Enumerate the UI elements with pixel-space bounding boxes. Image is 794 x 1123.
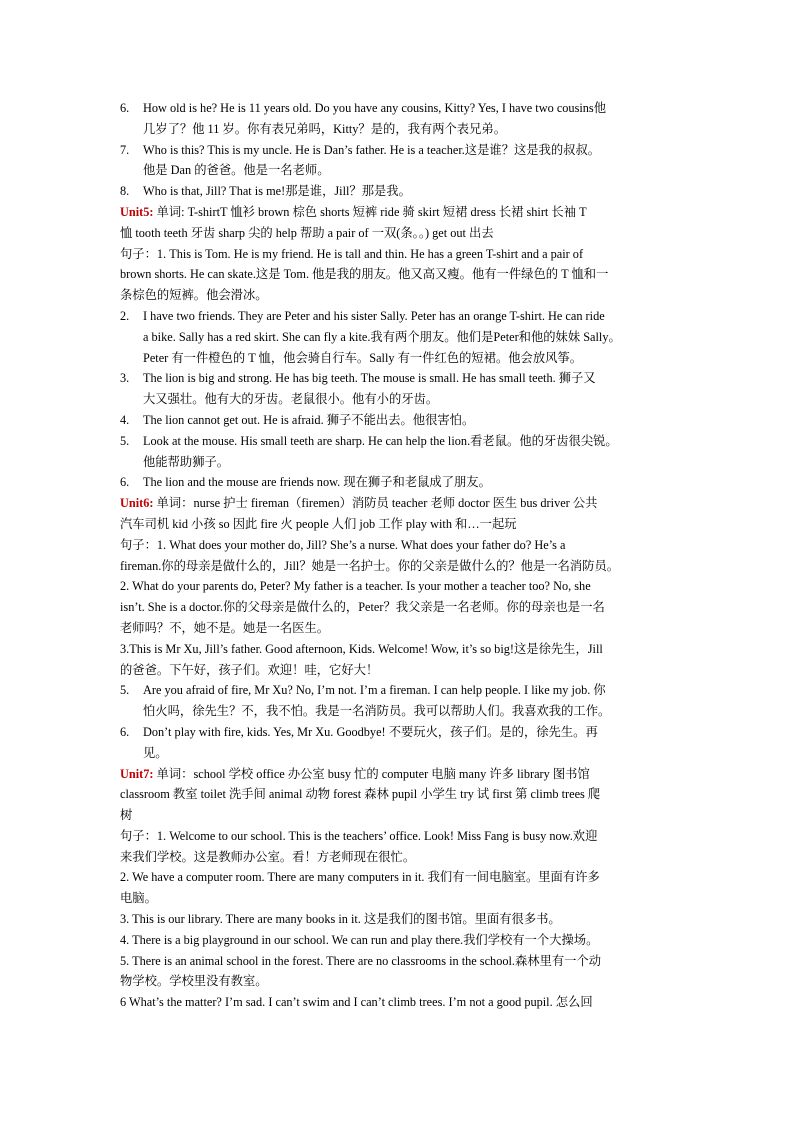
unit6-sentence-2-line-2: isn’t. She is a doctor.你的父母亲是做什么的，Peter？我父亲是一名老师。你的母亲也是一名 bbox=[120, 600, 605, 615]
unit5-sentence-1-line-1: 句子：1. This is Tom. He is my friend. He is tall and thin. He has a green T-shirt and a pair of bbox=[120, 246, 584, 261]
unit5-sentence-4-line-1 bbox=[120, 410, 674, 431]
unit5-sentence-5-line-2: 他能帮助狮子。 bbox=[143, 454, 230, 469]
unit5-sentence-2-line-1 bbox=[120, 306, 674, 327]
item-number: 6. bbox=[120, 475, 130, 490]
unit7-sentence-1-line-2: 来我们学校。这是教师办公室。看！方老师现在很忙。 bbox=[120, 849, 416, 864]
sentence-text: The lion is big and strong. He has big teeth. The mouse is small. He has small teeth. 狮子又 bbox=[143, 371, 596, 386]
unit6-sentence-1-line-2: fireman.你的母亲是做什么的，Jill？她是一名护士。你的父亲是做什么的？他是一名消防员。 bbox=[120, 558, 620, 573]
vocabulary-text: 单词: T-shirtT 恤衫 brown 棕色 shorts 短裤 ride 骑 skirt 短裙 dress 长裙 shirt 长袖 T bbox=[153, 204, 587, 219]
item-number: 6. bbox=[120, 724, 130, 739]
unit6-sentence-2-line-3: 老师吗？不，她不是。她是一名医生。 bbox=[120, 620, 330, 635]
unit7-vocabulary-line-1 bbox=[120, 764, 674, 785]
item-number: 6. bbox=[120, 101, 130, 115]
unit7-heading: Unit7: bbox=[120, 766, 154, 781]
unit5-heading: Unit5: bbox=[120, 204, 154, 219]
unit5-sentence-1-line-3: 条棕色的短裤。他会滑冰。 bbox=[120, 288, 268, 303]
unit4-sentence-8-line-1 bbox=[120, 181, 674, 202]
page-content bbox=[120, 98, 674, 1013]
unit7-sentence-5-line-1: 5. There is an animal school in the forest. There are no classrooms in the school.森林里有一个动 bbox=[120, 953, 602, 968]
sentence-text: I have two friends. They are Peter and his sister Sally. Peter has an orange T-shirt. He can ride bbox=[143, 308, 605, 323]
item-number: 4. bbox=[120, 412, 130, 427]
unit6-sentence-5-line-2: 怕火吗，徐先生？不，我不怕。我是一名消防员。我可以帮助人们。我喜欢我的工作。 bbox=[143, 704, 611, 719]
unit5-sentence-3-line-1 bbox=[120, 368, 674, 389]
unit4-sentence-7-line-2: 他是 Dan 的爸爸。他是一名老师。 bbox=[143, 163, 330, 178]
item-number: 5. bbox=[120, 433, 130, 448]
sentence-text: Look at the mouse. His small teeth are sharp. He can help the lion.看老鼠。他的牙齿很尖锐。 bbox=[143, 433, 618, 448]
sentence-text: Don’t play with fire, kids. Yes, Mr Xu. Goodbye! 不要玩火，孩子们。是的，徐先生。再 bbox=[143, 724, 598, 739]
item-number: 3. bbox=[120, 371, 130, 386]
unit4-sentence-6-line-2: 几岁了？他 11 岁。你有表兄弟吗，Kitty？是的，我有两个表兄弟。 bbox=[143, 121, 506, 136]
item-number: 2. bbox=[120, 308, 130, 323]
unit5-sentence-2-line-2: a bike. Sally has a red skirt. She can fly a kite.我有两个朋友。他们是Peter和他的妹妹 Sally。 bbox=[143, 329, 621, 344]
unit6-vocabulary-line-2: 汽车司机 kid 小孩 so 因此 fire 火 people 人们 job 工作 play with 和…一起玩 bbox=[120, 516, 517, 531]
sentence-text: Who is that, Jill? That is me!那是谁，Jill？那是我。 bbox=[143, 184, 411, 199]
unit7-sentence-2-line-1: 2. We have a computer room. There are many computers in it. 我们有一间电脑室。里面有许多 bbox=[120, 870, 600, 885]
unit5-sentence-2-line-3: Peter 有一件橙色的 T 恤，他会骑自行车。Sally 有一件红色的短裙。他会放风筝。 bbox=[143, 350, 583, 365]
unit7-sentence-1-line-1: 句子：1. Welcome to our school. This is the teachers’ office. Look! Miss Fang is busy now.欢迎 bbox=[120, 828, 598, 843]
unit6-sentence-5-line-1 bbox=[120, 680, 674, 701]
unit5-sentence-1-line-2: brown shorts. He can skate.这是 Tom. 他是我的朋友。他又高又瘦。他有一件绿色的 T 恤和一 bbox=[120, 267, 609, 282]
vocabulary-text: 单词：school 学校 office 办公室 busy 忙的 computer 电脑 many 许多 library 图书馆 bbox=[153, 766, 590, 781]
sentence-text: How old is he? He is 11 years old. Do you have any cousins, Kitty? Yes, I have two cousins他 bbox=[143, 101, 607, 115]
unit4-sentence-6-line-1 bbox=[120, 98, 674, 119]
item-number: 5. bbox=[120, 683, 130, 698]
unit7-vocabulary-line-2: classroom 教室 toilet 洗手间 animal 动物 forest 森林 pupil 小学生 try 试 first 第 climb trees 爬 bbox=[120, 787, 601, 802]
sentence-text: Who is this? This is my uncle. He is Dan’s father. He is a teacher.这是谁？这是我的叔叔。 bbox=[143, 142, 601, 157]
sentence-text: The lion cannot get out. He is afraid. 狮子不能出去。他很害怕。 bbox=[143, 412, 475, 427]
item-number: 8. bbox=[120, 184, 130, 199]
unit5-sentence-6-line-1 bbox=[120, 472, 674, 493]
unit6-heading: Unit6: bbox=[120, 496, 154, 511]
unit6-sentence-6-line-1 bbox=[120, 722, 674, 743]
unit6-sentence-6-line-2: 见。 bbox=[143, 745, 168, 760]
sentence-text: The lion and the mouse are friends now. 现在狮子和老鼠成了朋友。 bbox=[143, 475, 491, 490]
unit5-vocabulary-line-1 bbox=[120, 202, 674, 223]
unit7-sentence-3-line-1: 3. This is our library. There are many books in it. 这是我们的图书馆。里面有很多书。 bbox=[120, 912, 561, 927]
unit7-sentence-5-line-2: 物学校。学校里没有教室。 bbox=[120, 974, 268, 989]
unit7-vocabulary-line-3: 树 bbox=[120, 808, 133, 823]
item-number: 7. bbox=[120, 142, 130, 157]
unit5-sentence-3-line-2: 大又强壮。他有大的牙齿。老鼠很小。他有小的牙齿。 bbox=[143, 392, 439, 407]
unit4-sentence-7-line-1 bbox=[120, 140, 674, 161]
unit7-sentence-6-line-1: 6 What’s the matter? I’m sad. I can’t swim and I can’t climb trees. I’m not a good pupil. 怎么回 bbox=[120, 995, 593, 1010]
unit6-sentence-2-line-1: 2. What do your parents do, Peter? My father is a teacher. Is your mother a teacher too? No, she bbox=[120, 579, 591, 594]
unit6-sentence-3-line-2: 的爸爸。下午好，孩子们。欢迎！哇，它好大！ bbox=[120, 662, 379, 677]
unit5-sentence-5-line-1 bbox=[120, 431, 674, 452]
unit7-sentence-2-line-2: 电脑。 bbox=[120, 891, 157, 906]
unit6-vocabulary-line-1 bbox=[120, 493, 674, 514]
unit6-sentence-1-line-1: 句子：1. What does your mother do, Jill? She’s a nurse. What does your father do? He’s a bbox=[120, 537, 566, 552]
unit5-vocabulary-line-2: 恤 tooth teeth 牙齿 sharp 尖的 help 帮助 a pair of 一双(条。。) get out 出去 bbox=[120, 225, 494, 240]
unit6-sentence-3-line-1: 3.This is Mr Xu, Jill’s father. Good afternoon, Kids. Welcome! Wow, it’s so big!这是徐先生，Jill bbox=[120, 641, 603, 656]
vocabulary-text: 单词：nurse 护士 fireman（firemen）消防员 teacher 老师 doctor 医生 bus driver 公共 bbox=[153, 496, 598, 511]
unit7-sentence-4-line-1: 4. There is a big playground in our school. We can run and play there.我们学校有一个大操场。 bbox=[120, 932, 599, 947]
sentence-text: Are you afraid of fire, Mr Xu? No, I’m not. I’m a fireman. I can help people. I like my job. 你 bbox=[143, 683, 606, 698]
